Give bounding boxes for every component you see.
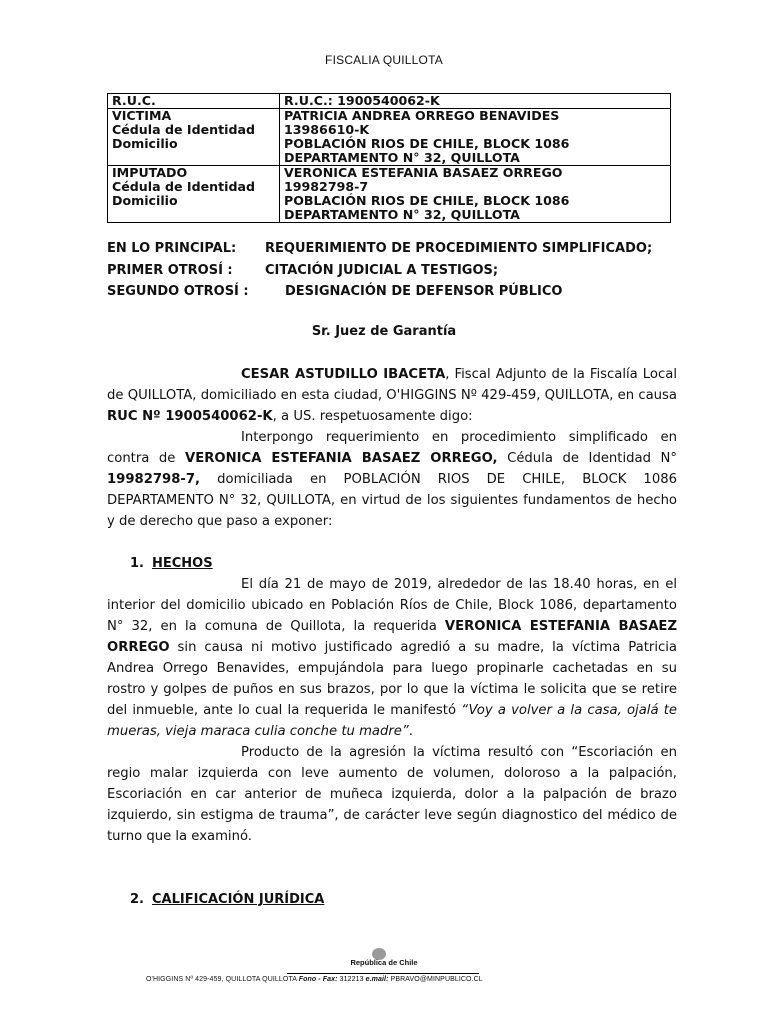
accused-role: IMPUTADO	[112, 165, 188, 180]
petition-principal-key: EN LO PRINCIPAL:	[107, 241, 237, 256]
footer-email: PBRAVO@MINPUBLICO.CL	[388, 976, 483, 983]
intro-text-1: , Fiscal Adjunto de la Fiscalía Local de QUILLOTA, domiciliado en esta ciudad, O'HIGGINS Nº 429-459, QUILLOTA, en causa	[107, 367, 677, 403]
footer-contact	[146, 976, 483, 983]
section-calificacion-heading	[130, 892, 324, 907]
salutation: Sr. Juez de Garantía	[311, 324, 457, 339]
petition-first-otrosi	[107, 263, 498, 278]
facts-accused-name: VERONICA ESTEFANIA BASAEZ ORREGO	[107, 619, 678, 655]
injury-paragraph: Producto de la agresión la víctima resultó con “Escoriación en regio malar izquierda con leve aumento de volumen, doloroso a la palpación, Escoriación en car anterior de muñeca izquierda, dolor a la palpación de brazo izquierdo, sin estigma de trauma”, de carácter leve según diagnostico del médico de turno que la examinó.	[107, 745, 677, 844]
intro-block	[107, 364, 677, 532]
footer-address: O'HIGGINS Nº 429-459, QUILLOTA QUILLOTA	[146, 976, 299, 983]
victim-id-label: Cédula de Identidad	[112, 122, 255, 137]
intro-ruc: RUC Nº 1900540062-K	[107, 409, 273, 424]
ruc-label	[108, 94, 280, 109]
republic-logo-text: República de Chile	[350, 958, 418, 967]
petition-second-otrosi	[107, 284, 562, 299]
requirement-accused-name: VERONICA ESTEFANIA BASAEZ ORREGO,	[185, 451, 498, 466]
petition-principal	[107, 241, 652, 256]
petition-first-otrosi-value: CITACIÓN JUDICIAL A TESTIGOS;	[265, 263, 499, 278]
petition-second-otrosi-key: SEGUNDO OTROSÍ :	[107, 284, 249, 299]
requirement-text-3: domiciliada en POBLACIÓN RIOS DE CHILE, BLOCK 1086 DEPARTAMENTO N° 32, QUILLOTA, en virtud de los siguientes fundamentos de hecho y de derecho que paso a exponer:	[107, 472, 677, 529]
requirement-paragraph	[107, 427, 677, 532]
section-calificacion-title: CALIFICACIÓN JURÍDICA	[152, 892, 325, 907]
accused-labels	[108, 166, 280, 223]
footer-email-label: e.mail:	[365, 976, 389, 983]
accused-id-label: Cédula de Identidad	[112, 179, 255, 194]
victim-address-label: Domicilio	[112, 136, 178, 151]
facts-block	[107, 574, 677, 847]
accused-name: VERONICA ESTEFANIA BASAEZ ORREGO	[284, 165, 563, 180]
intro-paragraph	[107, 364, 677, 427]
victim-role: VICTIMA	[112, 108, 172, 123]
victim-labels	[108, 109, 280, 166]
facts-paragraph	[107, 574, 677, 742]
section-calificacion-number: 2.	[130, 892, 144, 907]
footer-phone-label: Fono - Fax:	[298, 976, 338, 983]
requirement-text-1: Interpongo requerimiento en procedimiento simplificado en contra de	[107, 430, 677, 466]
ruc-value-text: R.U.C.: 1900540062-K	[284, 93, 440, 108]
ruc-value	[280, 94, 671, 109]
facts-text-2: sin causa ni motivo justificado agredió a su madre, la víctima Patricia Andrea Orrego Benavides, empujándola para luego propinarle cachetadas en su rostro y golpes de puños en sus brazos, por lo que la víctima le solicita que se retire del inmueble, ante lo cual la requerida le manifestó	[107, 640, 677, 718]
ruc-label-text: R.U.C.	[112, 93, 156, 108]
accused-values	[280, 166, 671, 223]
petition-first-otrosi-key: PRIMER OTROSÍ :	[107, 263, 233, 278]
section-hechos-heading	[130, 556, 213, 571]
victim-address-2: DEPARTAMENTO N° 32, QUILLOTA	[284, 150, 520, 165]
section-hechos-number: 1.	[130, 556, 144, 571]
ruc-row	[108, 94, 671, 109]
victim-name: PATRICIA ANDREA ORREGO BENAVIDES	[284, 108, 560, 123]
intro-text-2: , a US. respetuosamente digo:	[272, 409, 473, 424]
footer-phone: 312213	[337, 976, 366, 983]
victim-address-1: POBLACIÓN RIOS DE CHILE, BLOCK 1086	[284, 136, 570, 151]
accused-address-2: DEPARTAMENTO N° 32, QUILLOTA	[284, 207, 520, 222]
section-hechos-title: HECHOS	[152, 556, 213, 571]
victim-id: 13986610-K	[284, 122, 370, 137]
facts-quote: “Voy a volver a la casa, ojalá te mueras, vieja maraca culia conche tu madre”	[107, 703, 678, 739]
petition-second-otrosi-value: DESIGNACIÓN DE DEFENSOR PÚBLICO	[285, 284, 563, 299]
accused-row	[108, 166, 671, 223]
fiscal-name: CESAR ASTUDILLO IBACETA	[241, 367, 446, 382]
office-title: FISCALIA QUILLOTA	[325, 53, 443, 67]
accused-id: 19982798-7	[284, 179, 369, 194]
facts-text-3: .	[408, 724, 413, 739]
victim-row	[108, 109, 671, 166]
accused-address-label: Domicilio	[112, 193, 178, 208]
requirement-accused-id: 19982798-7,	[107, 472, 201, 487]
case-info-table	[107, 93, 671, 223]
accused-address-1: POBLACIÓN RIOS DE CHILE, BLOCK 1086	[284, 193, 570, 208]
facts-text-1: El día 21 de mayo de 2019, alrededor de las 18.40 horas, en el interior del domicilio ubicado en Población Ríos de Chile, Block 1086, departamento N° 32, en la comuna de Quillota, la requerida	[107, 577, 677, 634]
petition-principal-value: REQUERIMIENTO DE PROCEDIMIENTO SIMPLIFICADO;	[265, 241, 653, 256]
footer-divider	[287, 973, 479, 974]
victim-values	[280, 109, 671, 166]
requirement-text-2: Cédula de Identidad N°	[497, 451, 677, 466]
